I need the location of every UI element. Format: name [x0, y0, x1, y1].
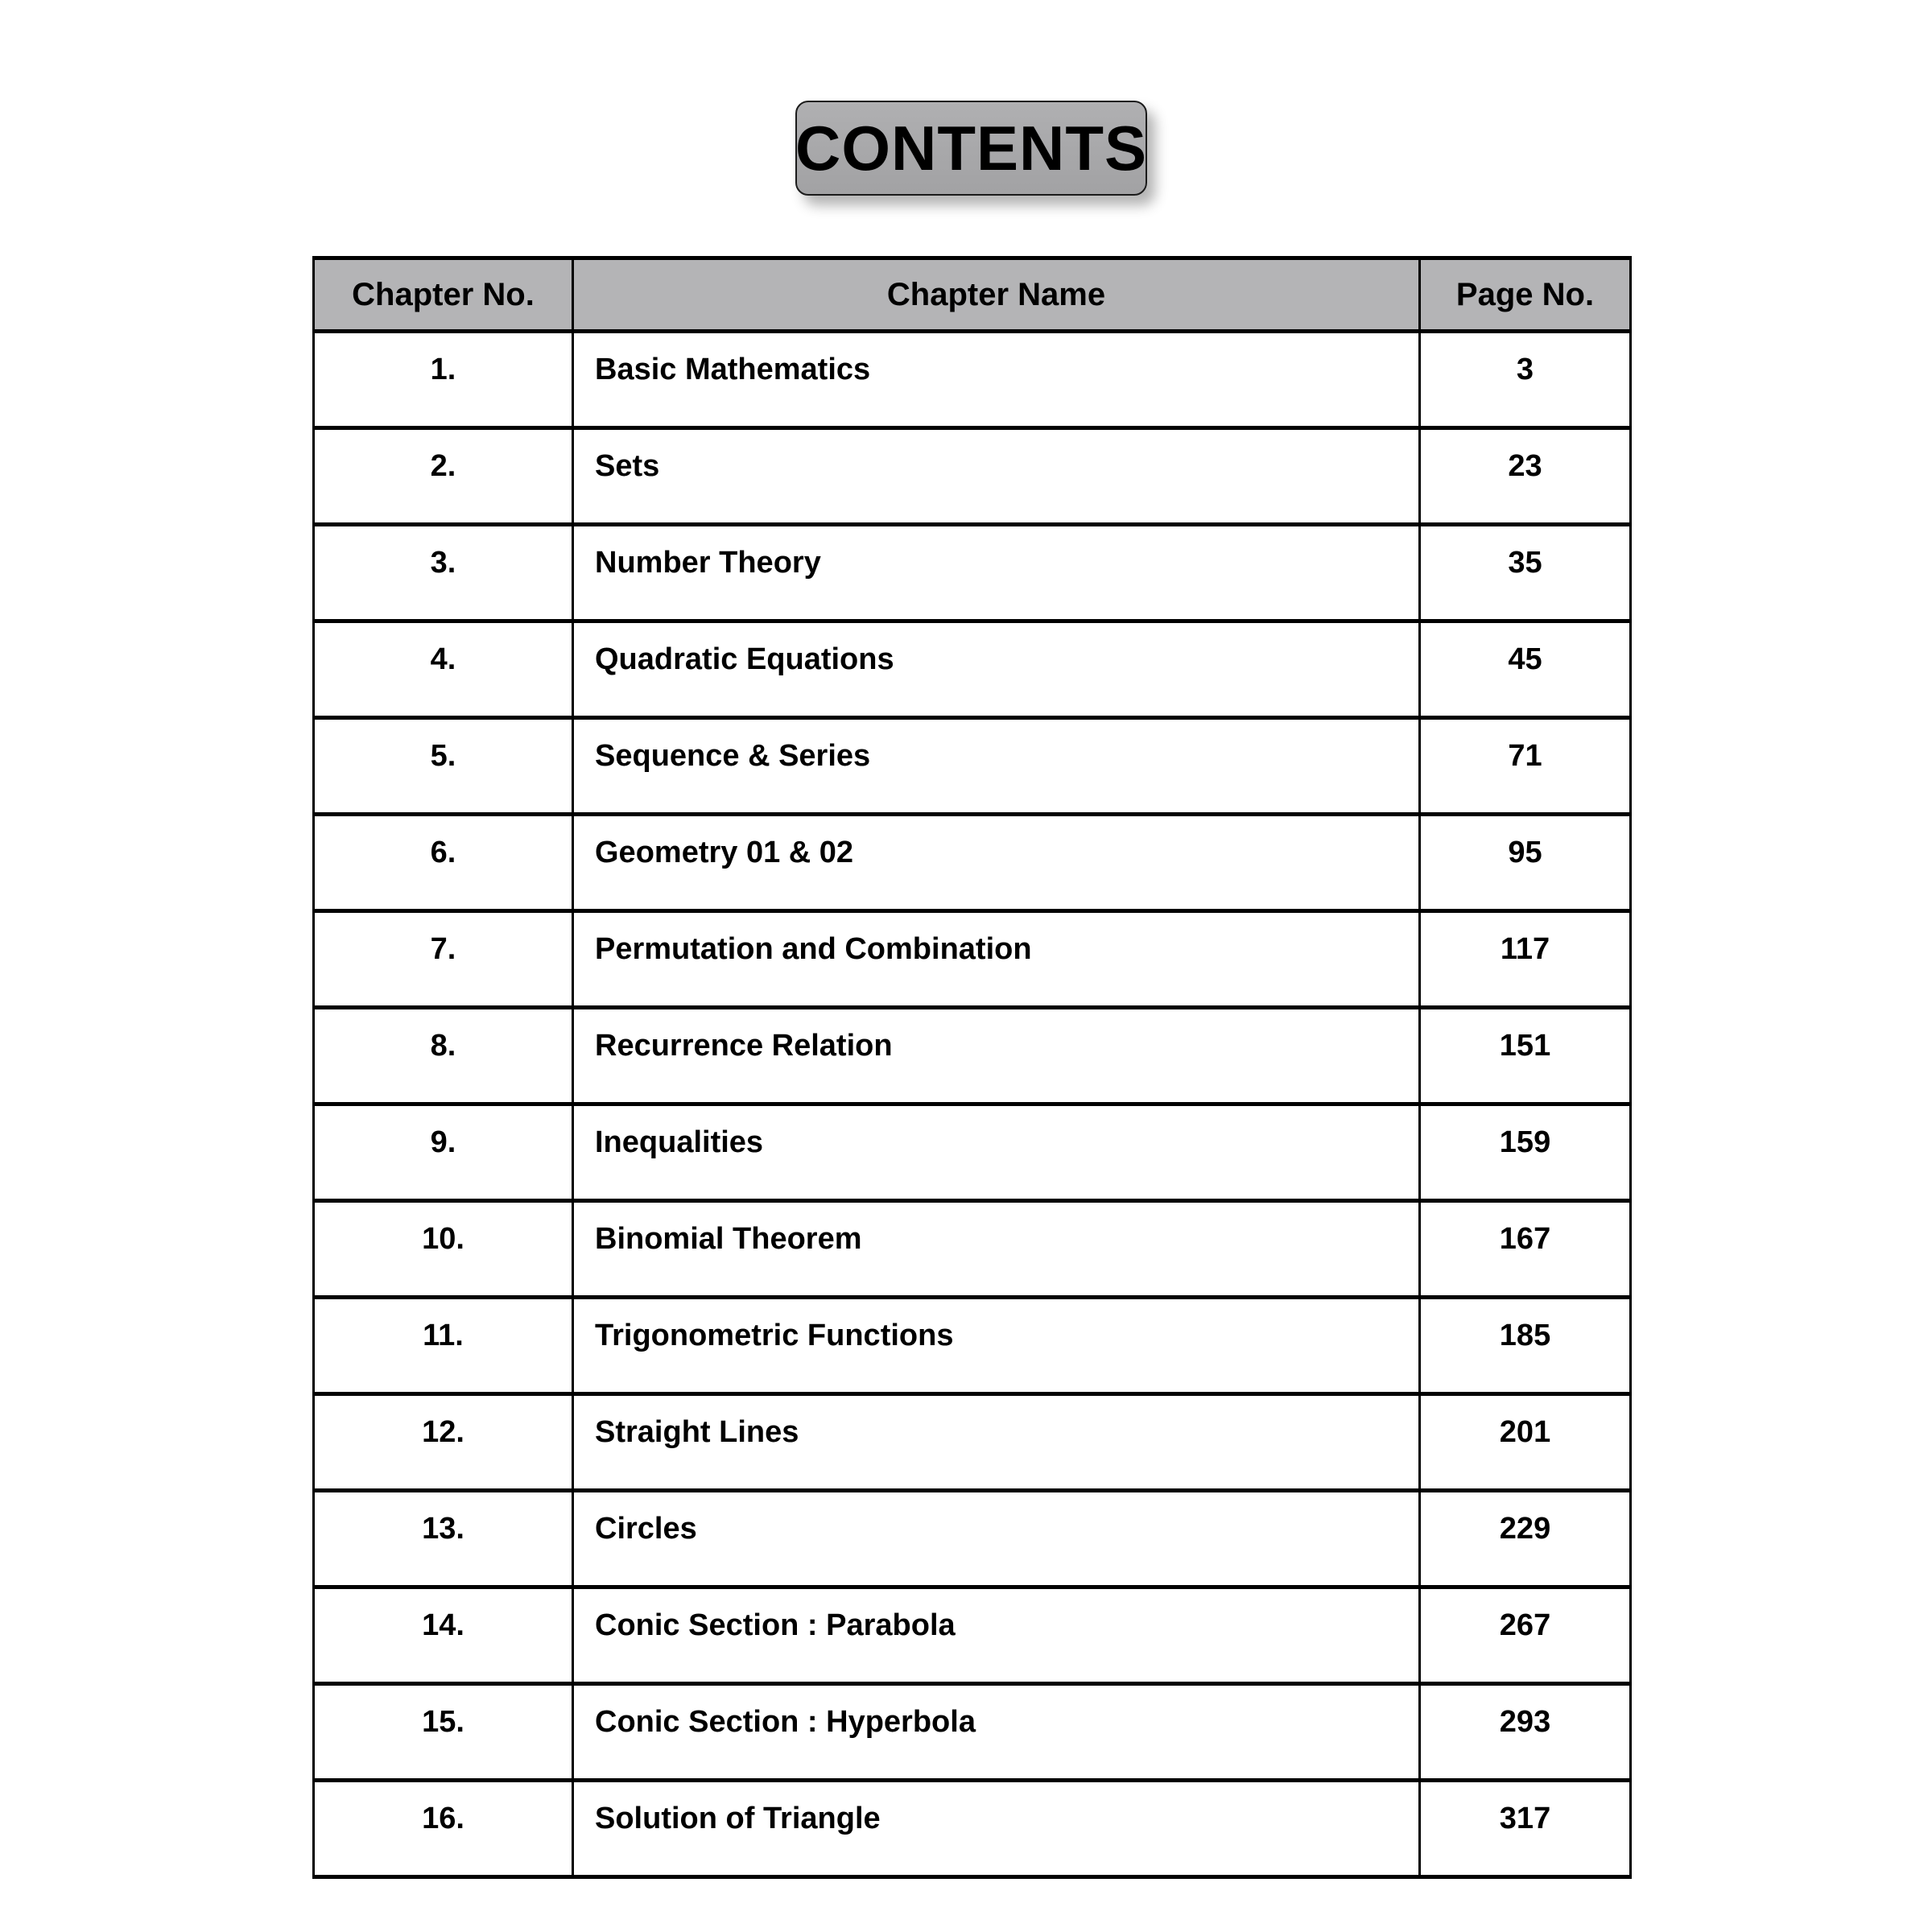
- cell-chapter-name: Circles: [573, 1491, 1420, 1587]
- cell-chapter-name: Number Theory: [573, 525, 1420, 621]
- cell-page-no: 35: [1420, 525, 1631, 621]
- table-row[interactable]: [314, 621, 1631, 718]
- cell-chapter-no: 7.: [314, 911, 573, 1008]
- cell-page-no: 45: [1420, 621, 1631, 718]
- cell-page-no: 151: [1420, 1008, 1631, 1104]
- table-row[interactable]: [314, 332, 1631, 428]
- cell-chapter-no: 1.: [314, 332, 573, 428]
- cell-page-no: 23: [1420, 428, 1631, 525]
- cell-page-no: 117: [1420, 911, 1631, 1008]
- cell-chapter-name: Conic Section : Parabola: [573, 1587, 1420, 1684]
- cell-chapter-name: Straight Lines: [573, 1394, 1420, 1491]
- cell-page-no: 267: [1420, 1587, 1631, 1684]
- cell-chapter-no: 15.: [314, 1684, 573, 1781]
- cell-page-no: 293: [1420, 1684, 1631, 1781]
- table-row[interactable]: [314, 1394, 1631, 1491]
- table-body: [314, 332, 1631, 1877]
- cell-page-no: 71: [1420, 718, 1631, 815]
- cell-chapter-no: 14.: [314, 1587, 573, 1684]
- table-row[interactable]: [314, 1008, 1631, 1104]
- table-row[interactable]: [314, 1587, 1631, 1684]
- cell-chapter-no: 10.: [314, 1201, 573, 1298]
- table-row[interactable]: [314, 1298, 1631, 1394]
- cell-chapter-no: 8.: [314, 1008, 573, 1104]
- cell-chapter-no: 9.: [314, 1104, 573, 1201]
- table-row[interactable]: [314, 1201, 1631, 1298]
- cell-chapter-name: Binomial Theorem: [573, 1201, 1420, 1298]
- cell-chapter-name: Trigonometric Functions: [573, 1298, 1420, 1394]
- cell-chapter-name: Solution of Triangle: [573, 1781, 1420, 1877]
- column-header-chapter-no: Chapter No.: [314, 258, 573, 332]
- table-row[interactable]: [314, 525, 1631, 621]
- cell-page-no: 167: [1420, 1201, 1631, 1298]
- contents-title-plate: [795, 101, 1147, 196]
- cell-page-no: 201: [1420, 1394, 1631, 1491]
- table-row[interactable]: [314, 911, 1631, 1008]
- table-of-contents: [312, 256, 1632, 1879]
- cell-chapter-name: Permutation and Combination: [573, 911, 1420, 1008]
- table-row[interactable]: [314, 1491, 1631, 1587]
- cell-chapter-no: 6.: [314, 815, 573, 911]
- page-header: [0, 0, 1932, 242]
- table-header: [314, 258, 1631, 332]
- page-title: CONTENTS: [795, 113, 1147, 184]
- cell-chapter-name: Recurrence Relation: [573, 1008, 1420, 1104]
- cell-chapter-name: Conic Section : Hyperbola: [573, 1684, 1420, 1781]
- cell-chapter-name: Sets: [573, 428, 1420, 525]
- cell-chapter-no: 2.: [314, 428, 573, 525]
- table-header-row: [314, 258, 1631, 332]
- cell-chapter-no: 11.: [314, 1298, 573, 1394]
- column-header-page-no: Page No.: [1420, 258, 1631, 332]
- cell-chapter-name: Quadratic Equations: [573, 621, 1420, 718]
- cell-page-no: 317: [1420, 1781, 1631, 1877]
- cell-chapter-no: 12.: [314, 1394, 573, 1491]
- cell-page-no: 95: [1420, 815, 1631, 911]
- column-header-chapter-name: Chapter Name: [573, 258, 1420, 332]
- table-row[interactable]: [314, 815, 1631, 911]
- table-row[interactable]: [314, 1104, 1631, 1201]
- table-row[interactable]: [314, 428, 1631, 525]
- cell-chapter-name: Basic Mathematics: [573, 332, 1420, 428]
- cell-chapter-no: 5.: [314, 718, 573, 815]
- cell-page-no: 185: [1420, 1298, 1631, 1394]
- table-row[interactable]: [314, 1781, 1631, 1877]
- cell-chapter-no: 13.: [314, 1491, 573, 1587]
- cell-page-no: 3: [1420, 332, 1631, 428]
- cell-chapter-no: 4.: [314, 621, 573, 718]
- cell-chapter-name: Inequalities: [573, 1104, 1420, 1201]
- table-row[interactable]: [314, 1684, 1631, 1781]
- cell-chapter-name: Sequence & Series: [573, 718, 1420, 815]
- cell-chapter-no: 16.: [314, 1781, 573, 1877]
- cell-chapter-name: Geometry 01 & 02: [573, 815, 1420, 911]
- cell-chapter-no: 3.: [314, 525, 573, 621]
- cell-page-no: 229: [1420, 1491, 1631, 1587]
- table-row[interactable]: [314, 718, 1631, 815]
- cell-page-no: 159: [1420, 1104, 1631, 1201]
